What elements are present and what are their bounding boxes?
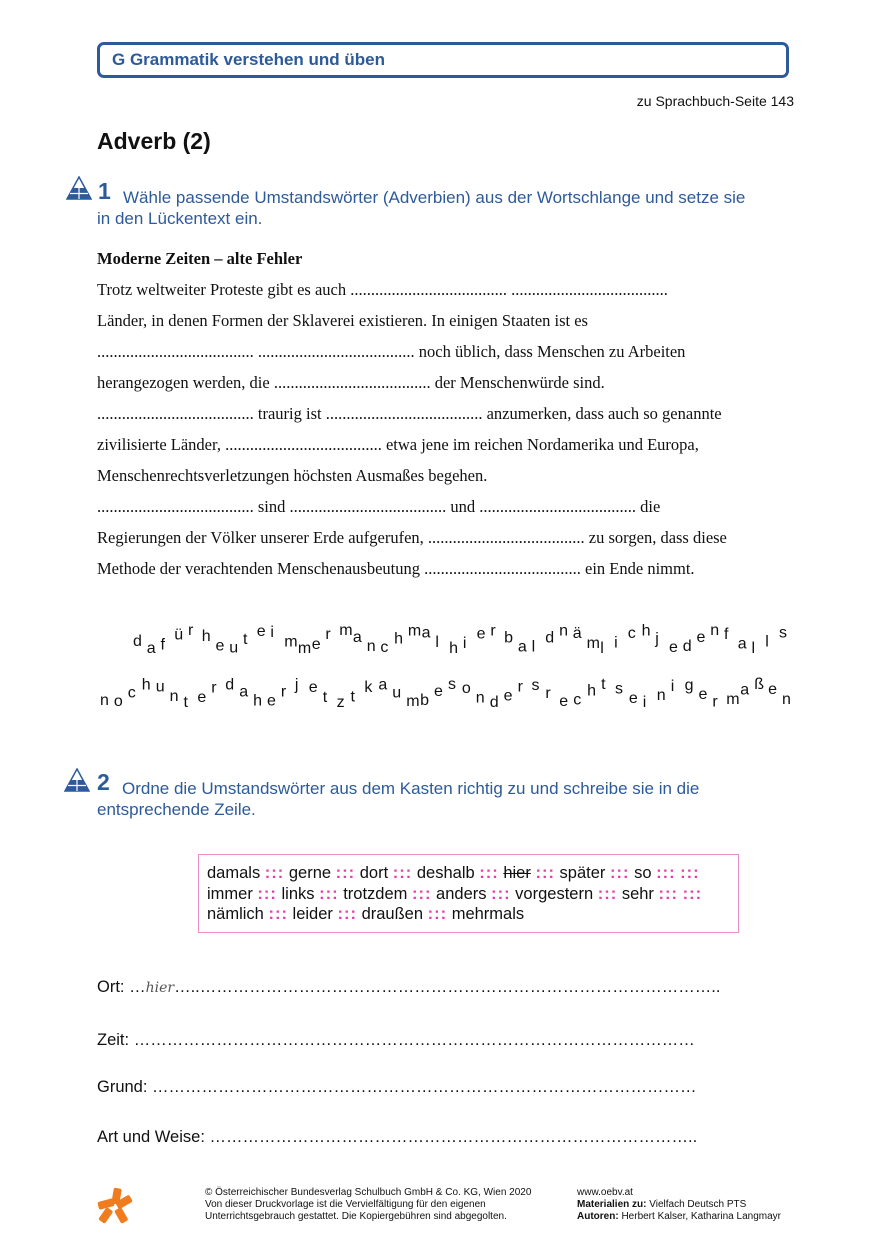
snake-letter: n [656,687,666,704]
answer-line-manner[interactable] [97,1128,697,1147]
word-box-word: damals [207,864,261,882]
snake-letter: m [726,691,740,709]
snake-letter: j [655,630,659,648]
footer-website[interactable]: www.oebv.at [577,1187,633,1198]
example-answer: hier [145,980,175,996]
word-box-word: trotzdem [343,884,408,903]
snake-letter: h [201,628,211,646]
snake-letter: d [225,676,235,694]
word-separator: ::: [597,884,618,903]
snake-letter: m [407,622,422,640]
gap-text-line: ...................................... traurig ist ...................................... anzumerken, dass auch so genannte [97,404,722,423]
snake-letter: n [710,622,720,640]
snake-letter: m [339,622,353,640]
word-box-word: hier [503,864,531,882]
snake-letter: m [284,633,298,651]
snake-letter: b [420,692,430,710]
task-2-instruction-line-1: Ordne die Umstandswörter aus dem Kasten richtig zu und schreibe sie in die [122,779,700,798]
snake-letter: d [682,638,692,656]
snake-letter: s [448,676,456,694]
snake-letter: o [113,693,123,710]
answer-label: Zeit: [97,1031,130,1049]
task-1-instruction-line-1: Wähle passende Umstandswörter (Adverbien) aus der Wortschlange und setze sie [123,188,746,207]
snake-letter: ä [572,625,582,643]
snake-letter: e [476,625,486,643]
word-box-word: immer [207,884,253,903]
snake-letter: a [517,638,527,656]
gap-text-line: Länder, in denen Formen der Sklaverei existieren. In einigen Staaten ist es [97,311,588,330]
word-separator: ::: [319,884,339,903]
publisher-logo-icon [96,1186,134,1224]
word-box-word: nämlich [207,905,264,923]
word-box-word: deshalb [416,864,475,882]
word-separator: ::: [680,864,700,882]
snake-letter: c [573,691,582,709]
snake-letter: c [627,624,636,642]
snake-letter: e [698,685,708,703]
snake-letter: h [394,630,404,648]
snake-letter: m [297,639,312,657]
snake-letter: h [587,682,597,700]
snake-letter: f [724,625,729,643]
answer-label: Grund: [97,1078,148,1096]
snake-letter: o [461,679,471,697]
snake-letter: e [308,679,318,697]
pyramid-level-icon [64,768,90,792]
snake-letter: r [188,622,194,639]
footer-label: Materialien zu: [577,1199,647,1210]
answer-line-time[interactable] [97,1031,695,1050]
snake-letter: k [364,678,373,696]
snake-letter: e [197,689,207,707]
snake-letter: a [352,628,362,646]
header-box [97,42,789,78]
word-box-word: vorgestern [515,884,594,903]
word-separator: ::: [535,864,555,882]
snake-letter: d [133,632,142,650]
snake-letter: e [768,681,778,699]
snake-letter: t [322,688,328,706]
word-box-word: später [559,864,606,882]
word-box-word: mehrmals [451,905,525,923]
gap-text-line: Menschenrechtsverletzungen höchsten Ausmaßes begehen. [97,466,488,485]
answer-dots: …..………………………………………………………………………………….. [174,978,721,996]
gap-text-line: herangezogen werden, die ...................................... der Menschenwürde sind. [97,373,605,392]
footer-line: Unterrichtsgebrauch gestattet. Die Kopiergebühren sind abgegolten. [205,1211,507,1222]
snake-letter: s [531,676,540,694]
snake-letter: s [779,624,787,642]
snake-letter: r [325,626,331,643]
snake-letter: i [642,693,647,711]
header-title: G Grammatik verstehen und üben [112,50,386,69]
word-separator: ::: [427,905,448,923]
task-number-1: 1 [98,178,111,204]
snake-letter: n [475,689,485,707]
snake-letter: r [280,683,287,701]
snake-letter: i [462,635,467,653]
snake-letter: h [253,692,263,710]
snake-letter: e [503,687,513,705]
snake-letter: l [435,634,439,652]
snake-letter: e [256,622,266,640]
snake-letter: n [366,638,376,656]
word-separator: ::: [479,864,499,882]
snake-letter: f [160,636,165,654]
snake-letter: l [600,640,604,657]
answer-line-reason[interactable] [97,1078,697,1097]
word-separator: ::: [491,884,511,903]
word-box-word: gerne [288,864,332,882]
snake-letter: g [684,677,694,695]
snake-letter: t [243,631,248,649]
gap-text-line: Trotz weltweiter Proteste gibt es auch ...................................... ...................................... [97,280,668,299]
snake-letter: e [696,629,706,646]
task-number-2: 2 [97,769,110,795]
pyramid-level-icon [66,176,92,200]
word-separator: ::: [658,884,678,903]
snake-letter: e [311,635,321,653]
word-separator: ::: [392,864,413,882]
snake-letter: c [127,684,136,702]
gap-text-title: Moderne Zeiten – alte Fehler [97,249,303,268]
footer-line: Von dieser Druckvorlage ist die Vervielfältigung für den eigenen [205,1199,486,1210]
snake-letter: n [100,692,109,709]
word-box [198,854,739,933]
word-box-word: links [281,884,315,903]
gap-text-line: ...................................... sind ...................................... und ...................................... die [97,497,661,516]
snake-letter: r [211,679,217,697]
word-separator: ::: [337,905,357,923]
snake-letter: m [406,692,420,710]
answer-dots: …………………………………………………………………………….. [209,1128,698,1146]
snake-letter: i [614,634,618,652]
snake-letter: d [489,693,499,711]
snake-letter: e [669,638,678,656]
page-title: Adverb (2) [97,128,211,154]
word-box-word: sehr [621,884,654,903]
snake-letter: a [239,683,249,701]
answer-dots: ………………………………………………………………………………………… [133,1031,695,1049]
snake-letter: e [215,637,225,655]
footer-info [577,1187,781,1223]
snake-letter: z [336,694,345,711]
snake-letter: t [350,688,355,706]
snake-letter: n [169,688,179,706]
snake-letter: u [392,684,402,702]
snake-letter: ü [174,626,184,644]
answer-dots: ……………………………………………………………………………………… [152,1078,697,1096]
footer-value: Herbert Kalser, Katharina Langmayr [618,1211,781,1222]
snake-letter: a [740,681,750,699]
snake-letter: u [155,678,165,696]
snake-letter: ß [754,676,764,693]
snake-letter: h [641,622,651,640]
snake-letter: r [517,678,523,696]
gap-text-line: ...................................... ...................................... noch üblich, dass Menschen zu Arbeiten [97,342,686,361]
task-2-instruction-line-2: entsprechende Zeile. [97,800,256,819]
snake-letter: r [712,693,718,711]
word-separator: ::: [268,905,288,923]
footer-line: © Österreichischer Bundesverlag Schulbuch GmbH & Co. KG, Wien 2020 [205,1187,532,1198]
word-separator: ::: [264,864,285,882]
footer-value: Vielfach Deutsch PTS [646,1199,747,1210]
gap-text-line: zivilisierte Länder, ...................................... etwa jene im reichen Nordamerika und Europa, [97,435,699,454]
snake-letter: l [765,633,769,651]
answer-prefix: … [129,978,146,996]
gap-text-line: Methode der verachtenden Menschenausbeutung ...................................... ein Ende nimmt. [97,559,695,578]
snake-letter: l [751,639,756,657]
gap-text-line: Regierungen der Völker unserer Erde aufgerufen, ...................................... zu sorgen, dass diese [97,528,727,547]
answer-label: Art und Weise: [97,1128,205,1146]
snake-letter: n [559,622,569,640]
word-box-word: anders [436,884,487,903]
task-1-instruction-line-2: in den Lückentext ein. [97,209,263,228]
snake-letter: j [294,676,299,694]
snake-letter: a [146,639,156,657]
snake-letter: m [586,634,600,652]
snake-letter: s [615,680,623,698]
answer-line-place[interactable] [97,978,720,997]
snake-letter: h [141,676,151,694]
snake-letter: e [434,683,443,700]
snake-letter: r [545,685,551,702]
word-box-word: dort [359,864,389,882]
snake-letter: e [267,692,276,710]
snake-letter: a [421,624,431,642]
snake-letter: r [490,622,496,640]
snake-letter: u [229,639,239,657]
gap-text [97,278,797,588]
footer-label: Autoren: [577,1211,619,1222]
word-separator: ::: [656,864,676,882]
footer-copyright [205,1187,531,1223]
page-reference: zu Sprachbuch-Seite 143 [636,93,794,109]
word-separator: ::: [682,884,703,903]
word-separator: ::: [257,884,277,903]
snake-letter: n [782,690,791,708]
word-box-word: draußen [361,905,424,923]
word-box-word: so [634,864,652,882]
snake-letter: c [380,639,389,656]
answer-label: Ort: [97,978,125,996]
snake-letter: h [449,640,459,657]
snake-letter: l [531,638,536,656]
snake-letter: i [270,624,274,642]
snake-letter: a [378,676,388,694]
snake-letter: e [559,693,569,711]
snake-letter: t [183,694,188,711]
word-separator: ::: [335,864,356,882]
snake-letter: i [670,677,675,695]
snake-letter: b [504,629,514,647]
word-box-word: leider [292,905,333,923]
snake-letter: a [737,635,747,653]
word-separator: ::: [411,884,432,903]
snake-letter: e [628,690,638,708]
snake-letter: d [545,629,555,647]
word-separator: ::: [609,864,630,882]
snake-letter: t [601,676,606,694]
